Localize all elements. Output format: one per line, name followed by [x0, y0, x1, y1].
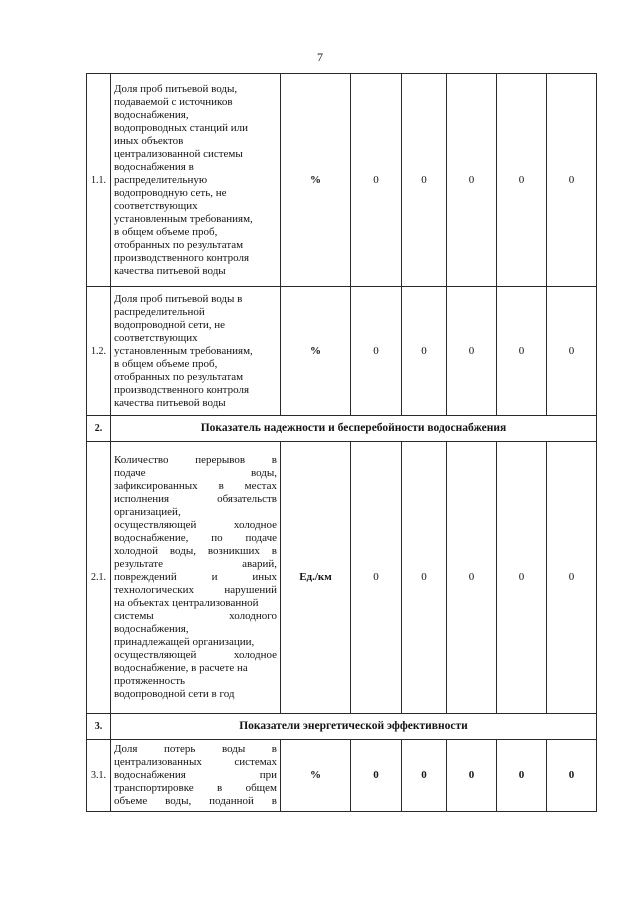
description-line: соответствующих [114, 331, 198, 344]
description-line: качества питьевой воды [114, 396, 226, 409]
description-line: повреждений и иных [114, 571, 277, 583]
description-line: осуществляющей холодное [114, 519, 277, 531]
description-line: централизованных системах [114, 756, 277, 768]
indicator-description [111, 74, 281, 287]
value-cell: 0 [497, 287, 547, 416]
description-line: системы холодного [114, 610, 277, 622]
description-line: водоснабжения, [114, 108, 189, 121]
description-line: иных объектов [114, 134, 184, 147]
description-line: водопроводной сети, не [114, 318, 226, 331]
description-line: соответствующих [114, 199, 198, 212]
value-cell: 0 [497, 442, 547, 714]
table-row [87, 287, 597, 416]
value-cell: 0 [497, 74, 547, 287]
description-line: результате аварий, [114, 558, 277, 570]
row-number: 3.1. [87, 740, 111, 812]
description-line: распределительной [114, 305, 205, 318]
page-number: 7 [317, 50, 323, 64]
description-line: холодной воды, возникших в [114, 545, 277, 557]
value-cell: 0 [351, 442, 402, 714]
description-line: протяженность [114, 675, 186, 687]
description-line: водопроводных станций или [114, 121, 248, 134]
description-line: осуществляющей холодное [114, 649, 277, 661]
description-line: в общем объеме проб, [114, 357, 218, 370]
description-line: установленным требованиям, [114, 344, 253, 357]
description-line: принадлежащей организации, [114, 636, 255, 648]
value-cell: 0 [402, 740, 447, 812]
value-cell: 0 [497, 740, 547, 812]
row-number: 2.1. [87, 442, 111, 714]
description-line: объеме воды, поданной в [114, 795, 277, 807]
value-cell: 0 [447, 740, 497, 812]
value-cell: 0 [447, 287, 497, 416]
unit-cell: % [281, 287, 351, 416]
section-number: 3. [87, 714, 111, 740]
description-line: водоснабжение, по подаче [114, 532, 277, 544]
value-cell: 0 [402, 74, 447, 287]
section-row [87, 416, 597, 442]
description-line: водоснабжение, в расчете на [114, 662, 248, 674]
value-cell: 0 [351, 740, 402, 812]
description-line: организацией, [114, 506, 181, 518]
description-line: отобранных по результатам [114, 238, 244, 251]
row-number: 1.2. [87, 287, 111, 416]
value-cell: 0 [547, 740, 597, 812]
indicator-description [111, 740, 281, 812]
description-line: водоснабжения, [114, 623, 189, 635]
description-line: Количество перерывов в [114, 454, 277, 466]
row-number: 1.1. [87, 74, 111, 287]
table-row [87, 740, 597, 812]
description-line: Доля потерь воды в [114, 743, 277, 755]
section-row [87, 714, 597, 740]
description-line: установленным требованиям, [114, 212, 253, 225]
description-line: отобранных по результатам [114, 370, 244, 383]
value-cell: 0 [351, 287, 402, 416]
description-line: производственного контроля [114, 251, 249, 264]
value-cell: 0 [547, 74, 597, 287]
value-cell: 0 [447, 442, 497, 714]
description-line: подаче воды, [114, 467, 277, 479]
description-line: водоснабжения в [114, 160, 194, 173]
indicator-description [111, 442, 281, 714]
description-line: централизованной системы [114, 147, 243, 160]
unit-cell: % [281, 74, 351, 287]
description-line: на объектах централизованной [114, 597, 259, 609]
description-line: Доля проб питьевой воды, [114, 82, 238, 95]
indicator-description [111, 287, 281, 416]
section-title: Показатель надежности и бесперебойности водоснабжения [111, 416, 597, 442]
value-cell: 0 [447, 74, 497, 287]
section-number: 2. [87, 416, 111, 442]
description-line: в общем объеме проб, [114, 225, 218, 238]
value-cell: 0 [402, 442, 447, 714]
table-row [87, 442, 597, 714]
value-cell: 0 [351, 74, 402, 287]
section-title: Показатели энергетической эффективности [111, 714, 597, 740]
value-cell: 0 [547, 442, 597, 714]
description-line: водоснабжения при [114, 769, 277, 781]
unit-cell: % [281, 740, 351, 812]
value-cell: 0 [547, 287, 597, 416]
description-line: качества питьевой воды [114, 264, 226, 277]
description-line: Доля проб питьевой воды в [114, 292, 243, 305]
description-line: технологических нарушений [114, 584, 277, 596]
table-row [87, 74, 597, 287]
description-line: распределительную [114, 173, 208, 186]
description-line: водопроводной сети в год [114, 688, 235, 700]
unit-cell: Ед./км [281, 442, 351, 714]
description-line: подаваемой с источников [114, 95, 233, 108]
description-line: производственного контроля [114, 383, 249, 396]
description-line: водопроводную сеть, не [114, 186, 227, 199]
description-line: транспортировке в общем [114, 782, 277, 794]
indicators-table [86, 73, 597, 812]
value-cell: 0 [402, 287, 447, 416]
description-line: зафиксированных в местах [114, 480, 277, 492]
description-line: исполнения обязательств [114, 493, 277, 505]
